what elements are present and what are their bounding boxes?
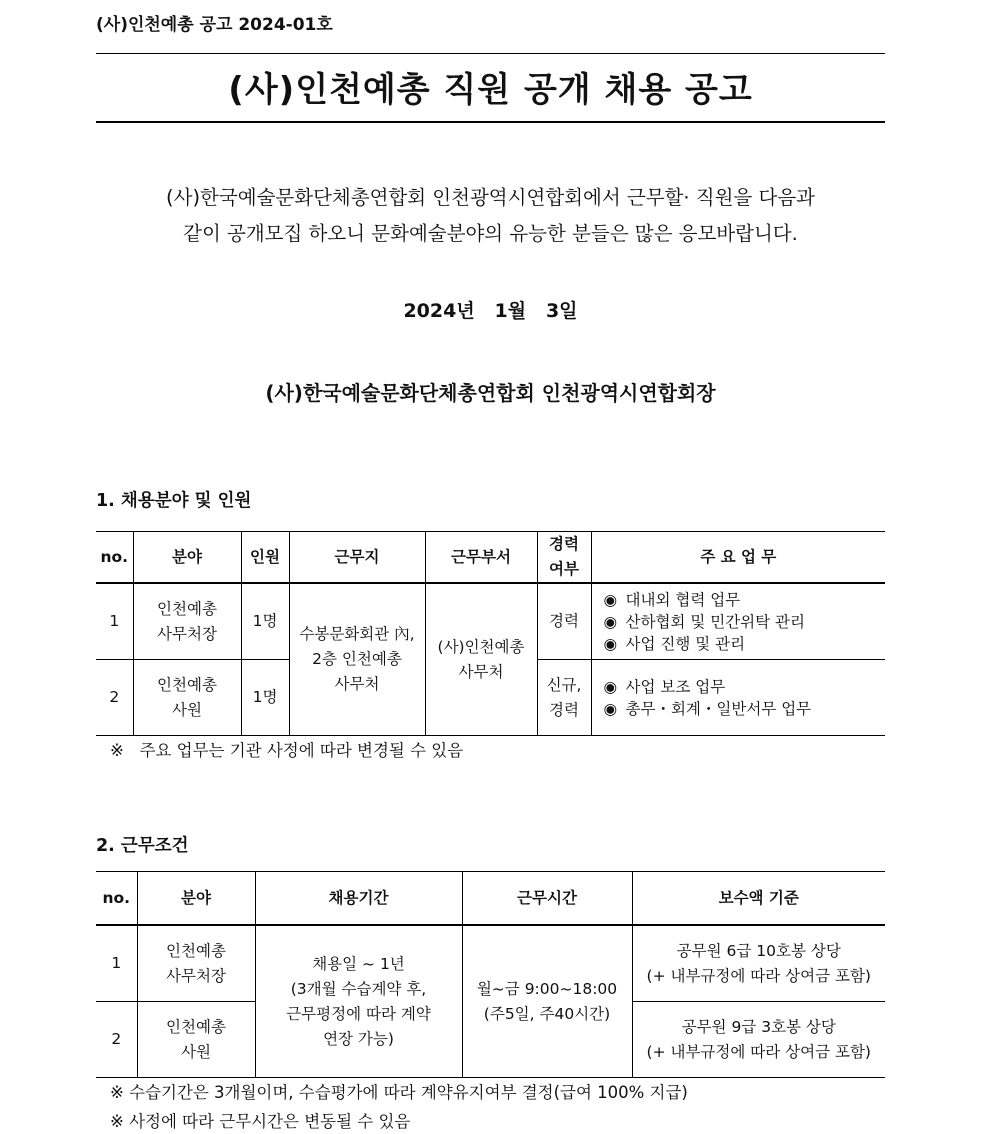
section-title-recruitment: 1. 채용분야 및 인원 — [96, 491, 252, 511]
duty-text: 사업 진행 및 관리 — [625, 634, 746, 653]
duty-item — [604, 589, 886, 611]
bullet-icon: ◉ — [603, 590, 618, 609]
cell-salary-line: (+ 내부규정에 따라 상여금 포함) — [646, 1042, 871, 1061]
header-count: 인원 — [241, 532, 289, 584]
organization-head: (사)한국예술문화단체총연합회 인천광역시연합회장 — [265, 381, 716, 405]
table-row — [96, 583, 885, 660]
bullet-icon: ◉ — [603, 699, 618, 718]
conditions-note: ※ 수습기간은 3개월이며, 수습평가에 따라 계약유지여부 결정(급여 100% 지급) — [110, 1083, 688, 1102]
cell-field — [133, 660, 241, 736]
cell-period-line: 채용일 ~ 1년 — [312, 954, 405, 973]
header-no: no. — [96, 532, 133, 584]
cell-location-line: 사무처 — [334, 675, 380, 693]
recruitment-table — [96, 531, 885, 736]
cell-department — [425, 583, 537, 736]
cell-department-line: 사무처 — [458, 662, 504, 681]
duty-item — [604, 698, 886, 720]
cell-experience: 경력 — [537, 583, 591, 660]
cell-hours-line: (주5일, 주40시간) — [483, 1004, 611, 1023]
header-experience-line: 여부 — [549, 560, 579, 578]
cell-field — [137, 925, 255, 1002]
bullet-icon: ◉ — [603, 677, 618, 696]
cell-count: 1명 — [241, 583, 289, 660]
cell-field-line: 사원 — [172, 700, 202, 719]
cell-experience — [537, 660, 591, 736]
header-department: 근무부서 — [425, 532, 537, 584]
cell-no: 1 — [96, 925, 137, 1002]
cell-duties — [591, 660, 885, 736]
cell-duties — [591, 583, 885, 660]
header-hours: 근무시간 — [462, 872, 632, 926]
cell-location-line: 2층 인천예총 — [312, 650, 402, 668]
duty-text: 대내외 협력 업무 — [625, 590, 741, 609]
cell-no: 2 — [96, 660, 133, 736]
cell-location-line: 수봉문화회관 內, — [299, 625, 415, 643]
cell-period — [255, 925, 462, 1078]
announcement-date: 2024년 1월 3일 — [403, 300, 578, 322]
conditions-note: ※ 사정에 따라 근무시간은 변동될 수 있음 — [110, 1112, 411, 1131]
header-field: 분야 — [133, 532, 241, 584]
header-location: 근무지 — [289, 532, 425, 584]
cell-salary-line: 공무원 9급 3호봉 상당 — [681, 1017, 836, 1036]
intro-line: 같이 공개모집 하오니 문화예술분야의 유능한 분들은 많은 응모바랍니다. — [183, 222, 798, 245]
header-experience — [537, 532, 591, 584]
header-salary: 보수액 기준 — [632, 872, 885, 926]
bullet-icon: ◉ — [603, 634, 618, 653]
cell-no: 2 — [96, 1002, 137, 1078]
title-top-rule — [96, 53, 885, 54]
intro-line: (사)한국예술문화단체총연합회 인천광역시연합회에서 근무할· 직원을 다음과 — [166, 186, 815, 209]
cell-field — [137, 1002, 255, 1078]
header-period: 채용기간 — [255, 872, 462, 926]
cell-experience-line: 신규, — [546, 675, 582, 694]
cell-location — [289, 583, 425, 736]
section-title-conditions: 2. 근무조건 — [96, 836, 189, 856]
duty-text: 산하협회 및 민간위탁 관리 — [625, 612, 805, 631]
cell-salary — [632, 925, 885, 1002]
header-field: 분야 — [137, 872, 255, 926]
conditions-table — [96, 871, 885, 1078]
bullet-icon: ◉ — [603, 612, 618, 631]
cell-field-line: 인천예총 — [157, 675, 217, 694]
cell-no: 1 — [96, 583, 133, 660]
cell-field-line: 인천예총 — [166, 941, 226, 960]
duty-text: 총무・회계・일반서무 업무 — [625, 699, 812, 718]
cell-field-line: 인천예총 — [157, 599, 217, 618]
cell-period-line: (3개월 수습계약 후, — [290, 979, 427, 998]
cell-period-line: 연장 가능) — [323, 1029, 394, 1048]
header-duties: 주 요 업 무 — [591, 532, 885, 584]
cell-count: 1명 — [241, 660, 289, 736]
cell-experience-line: 경력 — [549, 700, 579, 719]
cell-field-line: 인천예총 — [166, 1017, 226, 1036]
duty-item — [604, 633, 886, 655]
cell-salary-line: (+ 내부규정에 따라 상여금 포함) — [646, 966, 871, 985]
table-row — [96, 925, 885, 1002]
cell-period-line: 근무평정에 따라 계약 — [286, 1004, 431, 1023]
header-no: no. — [96, 872, 137, 926]
cell-field — [133, 583, 241, 660]
cell-salary-line: 공무원 6급 10호봉 상당 — [676, 941, 841, 960]
intro-paragraph — [96, 180, 885, 252]
page-title: (사)인천예총 직원 공개 채용 공고 — [228, 70, 753, 110]
cell-department-line: (사)인천예총 — [437, 637, 525, 656]
document-number: (사)인천예총 공고 2024-01호 — [96, 15, 333, 35]
cell-field-line: 사무처장 — [166, 966, 226, 985]
title-bottom-rule — [96, 121, 885, 123]
header-experience-line: 경력 — [549, 535, 579, 553]
duty-item — [604, 611, 886, 633]
cell-hours-line: 월~금 9:00~18:00 — [476, 979, 618, 998]
duty-item — [604, 676, 886, 698]
cell-field-line: 사무처장 — [157, 624, 217, 643]
recruitment-note: ※ 주요 업무는 기관 사정에 따라 변경될 수 있음 — [110, 741, 464, 760]
cell-field-line: 사원 — [181, 1042, 211, 1061]
cell-hours — [462, 925, 632, 1078]
duty-text: 사업 보조 업무 — [625, 677, 726, 696]
cell-salary — [632, 1002, 885, 1078]
